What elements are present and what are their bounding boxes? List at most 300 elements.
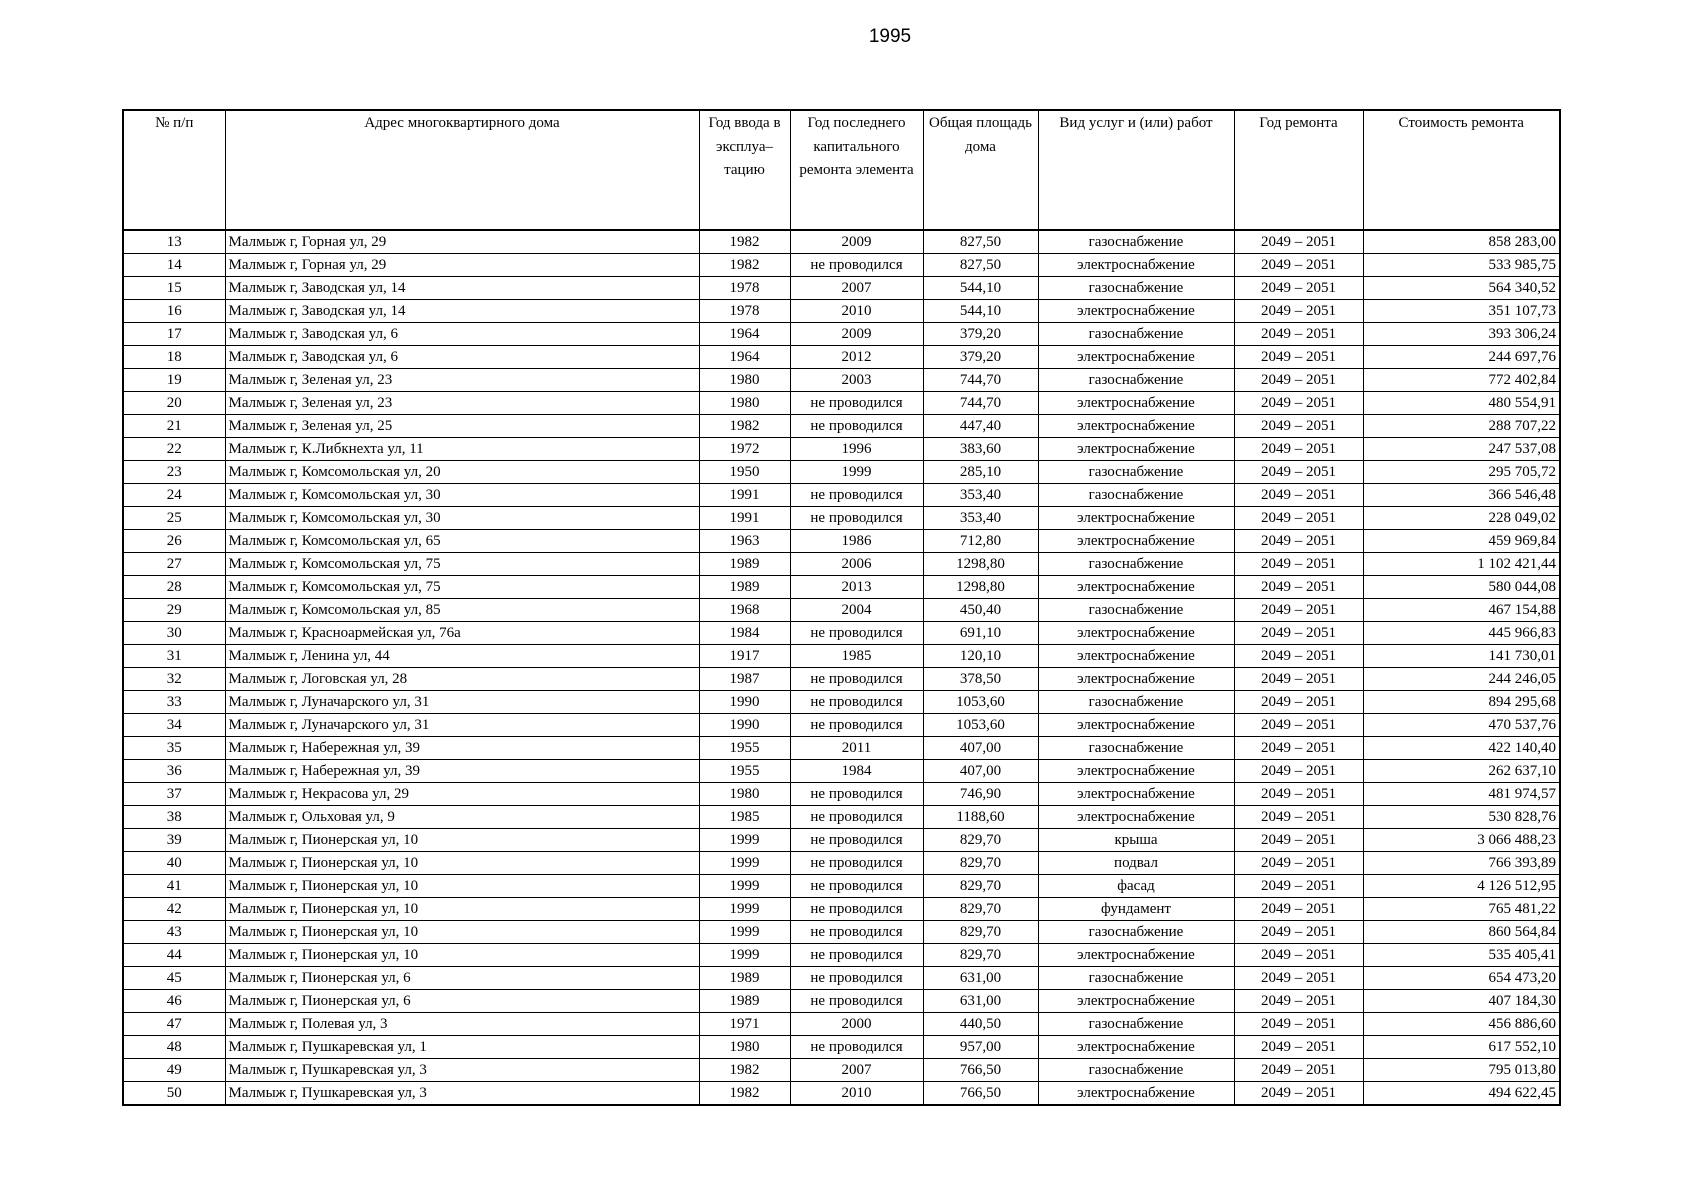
cell-address: Малмыж г, Комсомольская ул, 75 — [225, 576, 699, 599]
cell-total-area: 1188,60 — [923, 806, 1038, 829]
cell-total-area: 447,40 — [923, 415, 1038, 438]
cell-commission-year: 1972 — [699, 438, 790, 461]
cell-total-area: 285,10 — [923, 461, 1038, 484]
cell-service-type: электроснабжение — [1038, 392, 1234, 415]
cell-number: 15 — [123, 277, 225, 300]
cell-repair-year: 2049 – 2051 — [1234, 230, 1363, 254]
cell-service-type: электроснабжение — [1038, 300, 1234, 323]
table-row — [123, 507, 1560, 530]
cell-address: Малмыж г, Заводская ул, 6 — [225, 323, 699, 346]
cell-commission-year: 1989 — [699, 967, 790, 990]
cell-last-repair-year: не проводился — [790, 944, 923, 967]
cell-number: 13 — [123, 230, 225, 254]
table-row — [123, 875, 1560, 898]
table-row — [123, 1013, 1560, 1036]
cell-repair-cost: 533 985,75 — [1363, 254, 1560, 277]
cell-service-type: газоснабжение — [1038, 277, 1234, 300]
cell-total-area: 544,10 — [923, 300, 1038, 323]
cell-address: Малмыж г, Некрасова ул, 29 — [225, 783, 699, 806]
cell-commission-year: 1950 — [699, 461, 790, 484]
cell-service-type: электроснабжение — [1038, 944, 1234, 967]
cell-total-area: 829,70 — [923, 921, 1038, 944]
cell-service-type: крыша — [1038, 829, 1234, 852]
cell-commission-year: 1978 — [699, 277, 790, 300]
cell-service-type: газоснабжение — [1038, 323, 1234, 346]
header-repair-cost: Стоимость ремонта — [1363, 110, 1560, 230]
cell-number: 30 — [123, 622, 225, 645]
cell-last-repair-year: 1984 — [790, 760, 923, 783]
cell-address: Малмыж г, Пионерская ул, 10 — [225, 921, 699, 944]
cell-number: 46 — [123, 990, 225, 1013]
cell-repair-cost: 244 697,76 — [1363, 346, 1560, 369]
cell-address: Малмыж г, Логовская ул, 28 — [225, 668, 699, 691]
cell-service-type: электроснабжение — [1038, 438, 1234, 461]
cell-repair-year: 2049 – 2051 — [1234, 875, 1363, 898]
cell-address: Малмыж г, Ленина ул, 44 — [225, 645, 699, 668]
cell-commission-year: 1982 — [699, 230, 790, 254]
cell-total-area: 379,20 — [923, 323, 1038, 346]
cell-last-repair-year: не проводился — [790, 622, 923, 645]
cell-address: Малмыж г, Комсомольская ул, 85 — [225, 599, 699, 622]
table-row — [123, 1059, 1560, 1082]
cell-repair-year: 2049 – 2051 — [1234, 829, 1363, 852]
table-row — [123, 1036, 1560, 1059]
cell-number: 50 — [123, 1082, 225, 1106]
cell-total-area: 407,00 — [923, 760, 1038, 783]
cell-commission-year: 1989 — [699, 553, 790, 576]
cell-last-repair-year: не проводился — [790, 806, 923, 829]
cell-last-repair-year: 2006 — [790, 553, 923, 576]
cell-total-area: 827,50 — [923, 254, 1038, 277]
cell-service-type: газоснабжение — [1038, 461, 1234, 484]
cell-repair-cost: 494 622,45 — [1363, 1082, 1560, 1106]
cell-total-area: 378,50 — [923, 668, 1038, 691]
cell-service-type: подвал — [1038, 852, 1234, 875]
cell-commission-year: 1984 — [699, 622, 790, 645]
cell-commission-year: 1989 — [699, 576, 790, 599]
cell-repair-year: 2049 – 2051 — [1234, 760, 1363, 783]
cell-repair-year: 2049 – 2051 — [1234, 553, 1363, 576]
table-row — [123, 806, 1560, 829]
cell-repair-year: 2049 – 2051 — [1234, 898, 1363, 921]
cell-address: Малмыж г, Пушкаревская ул, 3 — [225, 1059, 699, 1082]
cell-repair-year: 2049 – 2051 — [1234, 852, 1363, 875]
cell-repair-year: 2049 – 2051 — [1234, 737, 1363, 760]
table-row — [123, 783, 1560, 806]
cell-address: Малмыж г, Зеленая ул, 23 — [225, 392, 699, 415]
cell-number: 49 — [123, 1059, 225, 1082]
cell-address: Малмыж г, Набережная ул, 39 — [225, 760, 699, 783]
cell-repair-year: 2049 – 2051 — [1234, 622, 1363, 645]
table-row — [123, 576, 1560, 599]
cell-total-area: 383,60 — [923, 438, 1038, 461]
cell-number: 22 — [123, 438, 225, 461]
cell-service-type: электроснабжение — [1038, 530, 1234, 553]
cell-repair-cost: 244 246,05 — [1363, 668, 1560, 691]
cell-commission-year: 1990 — [699, 691, 790, 714]
cell-repair-cost: 228 049,02 — [1363, 507, 1560, 530]
cell-last-repair-year: 1996 — [790, 438, 923, 461]
cell-number: 23 — [123, 461, 225, 484]
cell-repair-cost: 445 966,83 — [1363, 622, 1560, 645]
cell-repair-cost: 1 102 421,44 — [1363, 553, 1560, 576]
cell-address: Малмыж г, Красноармейская ул, 76а — [225, 622, 699, 645]
cell-repair-cost: 393 306,24 — [1363, 323, 1560, 346]
cell-address: Малмыж г, Пионерская ул, 10 — [225, 944, 699, 967]
cell-repair-year: 2049 – 2051 — [1234, 530, 1363, 553]
cell-commission-year: 1964 — [699, 346, 790, 369]
cell-commission-year: 1964 — [699, 323, 790, 346]
cell-service-type: газоснабжение — [1038, 553, 1234, 576]
cell-repair-cost: 288 707,22 — [1363, 415, 1560, 438]
cell-repair-cost: 580 044,08 — [1363, 576, 1560, 599]
cell-number: 47 — [123, 1013, 225, 1036]
cell-address: Малмыж г, Комсомольская ул, 75 — [225, 553, 699, 576]
cell-last-repair-year: не проводился — [790, 852, 923, 875]
cell-number: 24 — [123, 484, 225, 507]
cell-number: 42 — [123, 898, 225, 921]
cell-number: 27 — [123, 553, 225, 576]
cell-repair-year: 2049 – 2051 — [1234, 438, 1363, 461]
table-row — [123, 967, 1560, 990]
cell-repair-year: 2049 – 2051 — [1234, 392, 1363, 415]
table-row — [123, 668, 1560, 691]
cell-repair-cost: 422 140,40 — [1363, 737, 1560, 760]
cell-service-type: электроснабжение — [1038, 645, 1234, 668]
cell-service-type: электроснабжение — [1038, 714, 1234, 737]
cell-commission-year: 1971 — [699, 1013, 790, 1036]
cell-repair-year: 2049 – 2051 — [1234, 415, 1363, 438]
table-row — [123, 622, 1560, 645]
cell-number: 21 — [123, 415, 225, 438]
cell-repair-cost: 530 828,76 — [1363, 806, 1560, 829]
cell-commission-year: 1968 — [699, 599, 790, 622]
table-row — [123, 323, 1560, 346]
table-row — [123, 254, 1560, 277]
cell-repair-year: 2049 – 2051 — [1234, 668, 1363, 691]
cell-total-area: 829,70 — [923, 898, 1038, 921]
cell-repair-year: 2049 – 2051 — [1234, 967, 1363, 990]
cell-repair-cost: 141 730,01 — [1363, 645, 1560, 668]
cell-number: 44 — [123, 944, 225, 967]
cell-address: Малмыж г, Горная ул, 29 — [225, 230, 699, 254]
cell-repair-cost: 481 974,57 — [1363, 783, 1560, 806]
table-row — [123, 990, 1560, 1013]
header-last-repair-year: Год последнего капитального ремонта элемента — [790, 110, 923, 230]
header-commission-year: Год ввода в эксплуа– тацию — [699, 110, 790, 230]
cell-number: 16 — [123, 300, 225, 323]
cell-repair-year: 2049 – 2051 — [1234, 484, 1363, 507]
header-service-type: Вид услуг и (или) работ — [1038, 110, 1234, 230]
cell-total-area: 1053,60 — [923, 714, 1038, 737]
cell-last-repair-year: не проводился — [790, 484, 923, 507]
table-row — [123, 737, 1560, 760]
table-row — [123, 599, 1560, 622]
cell-service-type: электроснабжение — [1038, 346, 1234, 369]
cell-total-area: 407,00 — [923, 737, 1038, 760]
cell-total-area: 827,50 — [923, 230, 1038, 254]
cell-repair-cost: 470 537,76 — [1363, 714, 1560, 737]
cell-repair-cost: 765 481,22 — [1363, 898, 1560, 921]
cell-repair-cost: 262 637,10 — [1363, 760, 1560, 783]
cell-number: 32 — [123, 668, 225, 691]
cell-address: Малмыж г, Пушкаревская ул, 1 — [225, 1036, 699, 1059]
header-total-area: Общая площадь дома — [923, 110, 1038, 230]
cell-repair-cost: 535 405,41 — [1363, 944, 1560, 967]
cell-commission-year: 1987 — [699, 668, 790, 691]
cell-repair-year: 2049 – 2051 — [1234, 1082, 1363, 1106]
cell-commission-year: 1917 — [699, 645, 790, 668]
cell-repair-cost: 860 564,84 — [1363, 921, 1560, 944]
table-row — [123, 1082, 1560, 1106]
cell-service-type: фасад — [1038, 875, 1234, 898]
cell-last-repair-year: 2007 — [790, 277, 923, 300]
cell-total-area: 829,70 — [923, 852, 1038, 875]
cell-repair-year: 2049 – 2051 — [1234, 691, 1363, 714]
table-row — [123, 852, 1560, 875]
cell-repair-year: 2049 – 2051 — [1234, 277, 1363, 300]
cell-commission-year: 1999 — [699, 829, 790, 852]
cell-total-area: 353,40 — [923, 507, 1038, 530]
cell-last-repair-year: не проводился — [790, 415, 923, 438]
cell-total-area: 1298,80 — [923, 553, 1038, 576]
table-row — [123, 300, 1560, 323]
cell-last-repair-year: 1999 — [790, 461, 923, 484]
cell-last-repair-year: 2000 — [790, 1013, 923, 1036]
cell-total-area: 829,70 — [923, 875, 1038, 898]
cell-repair-year: 2049 – 2051 — [1234, 576, 1363, 599]
table-row — [123, 484, 1560, 507]
cell-last-repair-year: не проводился — [790, 921, 923, 944]
cell-number: 40 — [123, 852, 225, 875]
cell-repair-cost: 407 184,30 — [1363, 990, 1560, 1013]
cell-last-repair-year: 2004 — [790, 599, 923, 622]
cell-repair-cost: 459 969,84 — [1363, 530, 1560, 553]
table-row — [123, 645, 1560, 668]
cell-service-type: электроснабжение — [1038, 254, 1234, 277]
cell-repair-cost: 4 126 512,95 — [1363, 875, 1560, 898]
cell-number: 41 — [123, 875, 225, 898]
cell-repair-cost: 858 283,00 — [1363, 230, 1560, 254]
cell-repair-cost: 467 154,88 — [1363, 599, 1560, 622]
table-row — [123, 944, 1560, 967]
cell-number: 29 — [123, 599, 225, 622]
cell-address: Малмыж г, Зеленая ул, 25 — [225, 415, 699, 438]
cell-address: Малмыж г, Пионерская ул, 10 — [225, 829, 699, 852]
cell-service-type: газоснабжение — [1038, 921, 1234, 944]
cell-total-area: 744,70 — [923, 369, 1038, 392]
cell-total-area: 766,50 — [923, 1082, 1038, 1106]
cell-total-area: 631,00 — [923, 990, 1038, 1013]
cell-number: 31 — [123, 645, 225, 668]
cell-last-repair-year: не проводился — [790, 392, 923, 415]
cell-repair-year: 2049 – 2051 — [1234, 1013, 1363, 1036]
cell-address: Малмыж г, К.Либкнехта ул, 11 — [225, 438, 699, 461]
cell-total-area: 1298,80 — [923, 576, 1038, 599]
table-row — [123, 553, 1560, 576]
cell-service-type: фундамент — [1038, 898, 1234, 921]
cell-service-type: электроснабжение — [1038, 760, 1234, 783]
cell-repair-year: 2049 – 2051 — [1234, 254, 1363, 277]
cell-number: 25 — [123, 507, 225, 530]
cell-repair-year: 2049 – 2051 — [1234, 783, 1363, 806]
cell-number: 45 — [123, 967, 225, 990]
cell-address: Малмыж г, Луначарского ул, 31 — [225, 714, 699, 737]
cell-commission-year: 1999 — [699, 944, 790, 967]
cell-repair-cost: 564 340,52 — [1363, 277, 1560, 300]
cell-number: 19 — [123, 369, 225, 392]
cell-repair-year: 2049 – 2051 — [1234, 300, 1363, 323]
cell-total-area: 712,80 — [923, 530, 1038, 553]
cell-total-area: 120,10 — [923, 645, 1038, 668]
cell-commission-year: 1982 — [699, 1082, 790, 1106]
table-row — [123, 760, 1560, 783]
cell-commission-year: 1991 — [699, 484, 790, 507]
cell-repair-cost: 766 393,89 — [1363, 852, 1560, 875]
cell-last-repair-year: не проводился — [790, 507, 923, 530]
cell-address: Малмыж г, Полевая ул, 3 — [225, 1013, 699, 1036]
table-row — [123, 921, 1560, 944]
cell-address: Малмыж г, Комсомольская ул, 20 — [225, 461, 699, 484]
cell-last-repair-year: 2012 — [790, 346, 923, 369]
repair-registry-table — [122, 109, 1561, 1106]
cell-commission-year: 1955 — [699, 737, 790, 760]
cell-number: 14 — [123, 254, 225, 277]
cell-last-repair-year: не проводился — [790, 875, 923, 898]
cell-total-area: 957,00 — [923, 1036, 1038, 1059]
cell-last-repair-year: не проводился — [790, 990, 923, 1013]
cell-last-repair-year: 2010 — [790, 300, 923, 323]
cell-total-area: 440,50 — [923, 1013, 1038, 1036]
header-repair-year: Год ремонта — [1234, 110, 1363, 230]
cell-total-area: 379,20 — [923, 346, 1038, 369]
cell-address: Малмыж г, Горная ул, 29 — [225, 254, 699, 277]
cell-number: 37 — [123, 783, 225, 806]
cell-number: 43 — [123, 921, 225, 944]
cell-number: 36 — [123, 760, 225, 783]
cell-commission-year: 1980 — [699, 1036, 790, 1059]
cell-address: Малмыж г, Пионерская ул, 10 — [225, 852, 699, 875]
cell-last-repair-year: 2011 — [790, 737, 923, 760]
cell-address: Малмыж г, Луначарского ул, 31 — [225, 691, 699, 714]
table-row — [123, 691, 1560, 714]
cell-last-repair-year: 2013 — [790, 576, 923, 599]
cell-commission-year: 1989 — [699, 990, 790, 1013]
cell-service-type: газоснабжение — [1038, 1059, 1234, 1082]
cell-commission-year: 1990 — [699, 714, 790, 737]
cell-last-repair-year: 2007 — [790, 1059, 923, 1082]
cell-service-type: газоснабжение — [1038, 737, 1234, 760]
table-row — [123, 829, 1560, 852]
cell-repair-year: 2049 – 2051 — [1234, 714, 1363, 737]
cell-address: Малмыж г, Набережная ул, 39 — [225, 737, 699, 760]
cell-last-repair-year: не проводился — [790, 1036, 923, 1059]
cell-commission-year: 1980 — [699, 392, 790, 415]
cell-commission-year: 1963 — [699, 530, 790, 553]
cell-commission-year: 1955 — [699, 760, 790, 783]
cell-total-area: 1053,60 — [923, 691, 1038, 714]
cell-last-repair-year: не проводился — [790, 668, 923, 691]
cell-commission-year: 1991 — [699, 507, 790, 530]
cell-service-type: электроснабжение — [1038, 1036, 1234, 1059]
cell-total-area: 450,40 — [923, 599, 1038, 622]
cell-last-repair-year: не проводился — [790, 967, 923, 990]
cell-service-type: электроснабжение — [1038, 507, 1234, 530]
cell-service-type: газоснабжение — [1038, 369, 1234, 392]
cell-service-type: газоснабжение — [1038, 484, 1234, 507]
cell-total-area: 829,70 — [923, 829, 1038, 852]
cell-repair-year: 2049 – 2051 — [1234, 944, 1363, 967]
cell-number: 33 — [123, 691, 225, 714]
cell-commission-year: 1999 — [699, 852, 790, 875]
cell-last-repair-year: 2010 — [790, 1082, 923, 1106]
cell-service-type: электроснабжение — [1038, 1082, 1234, 1106]
table-row — [123, 277, 1560, 300]
cell-repair-cost: 654 473,20 — [1363, 967, 1560, 990]
cell-commission-year: 1985 — [699, 806, 790, 829]
cell-repair-cost: 617 552,10 — [1363, 1036, 1560, 1059]
cell-commission-year: 1999 — [699, 921, 790, 944]
cell-last-repair-year: не проводился — [790, 898, 923, 921]
cell-address: Малмыж г, Пионерская ул, 6 — [225, 990, 699, 1013]
cell-repair-cost: 480 554,91 — [1363, 392, 1560, 415]
table-row — [123, 530, 1560, 553]
cell-commission-year: 1980 — [699, 369, 790, 392]
cell-repair-year: 2049 – 2051 — [1234, 1036, 1363, 1059]
cell-address: Малмыж г, Заводская ул, 6 — [225, 346, 699, 369]
table-row — [123, 346, 1560, 369]
cell-commission-year: 1999 — [699, 898, 790, 921]
cell-repair-cost: 795 013,80 — [1363, 1059, 1560, 1082]
cell-total-area: 544,10 — [923, 277, 1038, 300]
table-row — [123, 415, 1560, 438]
cell-last-repair-year: 2003 — [790, 369, 923, 392]
cell-number: 26 — [123, 530, 225, 553]
cell-commission-year: 1982 — [699, 254, 790, 277]
cell-service-type: газоснабжение — [1038, 1013, 1234, 1036]
cell-repair-year: 2049 – 2051 — [1234, 599, 1363, 622]
cell-commission-year: 1978 — [699, 300, 790, 323]
table-header-row — [123, 110, 1560, 230]
header-address: Адрес многоквартирного дома — [225, 110, 699, 230]
cell-repair-year: 2049 – 2051 — [1234, 507, 1363, 530]
cell-service-type: электроснабжение — [1038, 622, 1234, 645]
cell-repair-year: 2049 – 2051 — [1234, 645, 1363, 668]
cell-service-type: электроснабжение — [1038, 668, 1234, 691]
cell-repair-year: 2049 – 2051 — [1234, 921, 1363, 944]
cell-total-area: 631,00 — [923, 967, 1038, 990]
cell-number: 17 — [123, 323, 225, 346]
cell-address: Малмыж г, Комсомольская ул, 30 — [225, 484, 699, 507]
cell-number: 18 — [123, 346, 225, 369]
cell-address: Малмыж г, Пионерская ул, 6 — [225, 967, 699, 990]
cell-service-type: электроснабжение — [1038, 806, 1234, 829]
cell-repair-year: 2049 – 2051 — [1234, 806, 1363, 829]
cell-repair-cost: 247 537,08 — [1363, 438, 1560, 461]
cell-last-repair-year: не проводился — [790, 783, 923, 806]
cell-service-type: газоснабжение — [1038, 599, 1234, 622]
cell-address: Малмыж г, Комсомольская ул, 30 — [225, 507, 699, 530]
cell-last-repair-year: не проводился — [790, 691, 923, 714]
cell-address: Малмыж г, Пионерская ул, 10 — [225, 875, 699, 898]
table-body — [123, 230, 1560, 1105]
cell-number: 38 — [123, 806, 225, 829]
cell-repair-cost: 366 546,48 — [1363, 484, 1560, 507]
cell-number: 39 — [123, 829, 225, 852]
cell-service-type: газоснабжение — [1038, 691, 1234, 714]
cell-commission-year: 1982 — [699, 415, 790, 438]
cell-number: 20 — [123, 392, 225, 415]
